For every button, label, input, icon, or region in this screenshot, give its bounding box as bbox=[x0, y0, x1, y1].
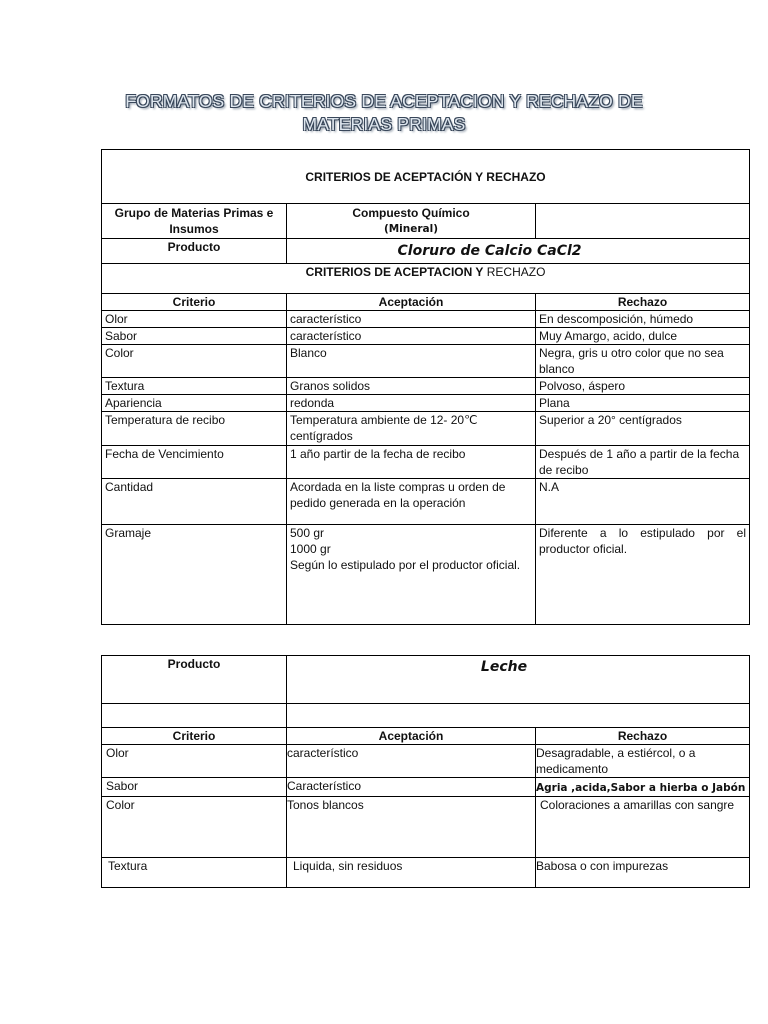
aceptacion-cell: característico bbox=[287, 311, 536, 328]
rechazo-cell: Diferente a lo estipulado por el productor oficial. bbox=[536, 525, 750, 625]
table-row bbox=[102, 778, 750, 797]
sub-header bbox=[102, 264, 750, 294]
rechazo-cell: N.A bbox=[536, 479, 750, 525]
table-row bbox=[102, 479, 750, 525]
rechazo-cell: Babosa o con impurezas bbox=[536, 858, 750, 888]
column-header-criterio: Criterio bbox=[102, 294, 287, 311]
rechazo-cell: En descomposición, húmedo bbox=[536, 311, 750, 328]
group-label-text: Grupo de Materias Primas e Insumos bbox=[114, 206, 274, 236]
table-row bbox=[102, 412, 750, 446]
aceptacion-cell: Liquida, sin residuos bbox=[287, 858, 536, 888]
table-header: CRITERIOS DE ACEPTACIÓN Y RECHAZO bbox=[102, 150, 750, 204]
aceptacion-cell: Característico bbox=[287, 778, 536, 797]
aceptacion-cell: redonda bbox=[287, 395, 536, 412]
criterio-cell: Temperatura de recibo bbox=[102, 412, 287, 446]
sub-header-bold: CRITERIOS DE ACEPTACION Y bbox=[305, 265, 484, 279]
rechazo-cell: Coloraciones a amarillas con sangre bbox=[536, 797, 750, 858]
aceptacion-cell bbox=[287, 525, 536, 625]
group-label bbox=[102, 204, 287, 239]
empty-cell bbox=[536, 204, 750, 239]
criterio-cell: Sabor bbox=[102, 328, 287, 345]
table-row bbox=[102, 446, 750, 479]
table-row bbox=[102, 311, 750, 328]
column-header-aceptacion: Aceptación bbox=[287, 728, 536, 745]
table-row bbox=[102, 328, 750, 345]
criterio-cell: Olor bbox=[102, 311, 287, 328]
criterio-cell: Sabor bbox=[102, 778, 287, 797]
table-row bbox=[102, 345, 750, 378]
gramaje-option: 1000 gr bbox=[290, 542, 331, 556]
criterio-cell: Color bbox=[102, 797, 287, 858]
criterio-cell: Cantidad bbox=[102, 479, 287, 525]
rechazo-cell: Negra, gris u otro color que no sea blanco bbox=[536, 345, 750, 378]
gramaje-option: 500 gr bbox=[290, 526, 325, 540]
table-row bbox=[102, 745, 750, 778]
column-header-aceptacion: Aceptación bbox=[287, 294, 536, 311]
title-line-2: MATERIAS PRIMAS bbox=[302, 114, 466, 134]
document-title bbox=[0, 90, 768, 136]
table-row bbox=[102, 797, 750, 858]
rechazo-cell: Después de 1 año a partir de la fecha de recibo bbox=[536, 446, 750, 479]
empty-cell bbox=[102, 704, 287, 728]
criterio-cell: Textura bbox=[102, 378, 287, 395]
criterio-cell: Apariencia bbox=[102, 395, 287, 412]
rechazo-cell: Agria ,acida,Sabor a hierba o Jabón bbox=[536, 778, 750, 797]
aceptacion-cell: Blanco bbox=[287, 345, 536, 378]
table-row-gramaje bbox=[102, 525, 750, 625]
rechazo-cell: Plana bbox=[536, 395, 750, 412]
aceptacion-cell: característico bbox=[287, 745, 536, 778]
column-header-criterio: Criterio bbox=[102, 728, 287, 745]
aceptacion-cell: Tonos blancos bbox=[287, 797, 536, 858]
table-row bbox=[102, 395, 750, 412]
empty-cell bbox=[287, 704, 750, 728]
aceptacion-cell: Temperatura ambiente de 12- 20℃ centígrados bbox=[287, 412, 536, 446]
criteria-table-calcium-chloride bbox=[101, 149, 750, 625]
criterio-cell: Gramaje bbox=[102, 525, 287, 625]
compound-cell bbox=[287, 204, 536, 239]
table-row bbox=[102, 858, 750, 888]
aceptacion-cell: Acordada en la liste compras u orden de pedido generada en la operación bbox=[287, 479, 536, 525]
product-label: Producto bbox=[102, 656, 287, 704]
criterio-cell: Color bbox=[102, 345, 287, 378]
compound-sub: (Mineral) bbox=[383, 223, 439, 235]
aceptacion-cell: Granos solidos bbox=[287, 378, 536, 395]
aceptacion-cell: 1 año partir de la fecha de recibo bbox=[287, 446, 536, 479]
rechazo-cell: Superior a 20° centígrados bbox=[536, 412, 750, 446]
column-header-rechazo: Rechazo bbox=[536, 728, 750, 745]
compound-label: Compuesto Químico bbox=[352, 206, 470, 220]
table-row bbox=[102, 378, 750, 395]
gramaje-option: Según lo estipulado por el productor oficial. bbox=[290, 558, 521, 572]
criterio-cell: Olor bbox=[102, 745, 287, 778]
criterio-cell: Textura bbox=[102, 858, 287, 888]
product-value: Leche bbox=[287, 656, 750, 704]
rechazo-cell: Polvoso, áspero bbox=[536, 378, 750, 395]
rechazo-cell: Muy Amargo, acido, dulce bbox=[536, 328, 750, 345]
product-value: Cloruro de Calcio CaCl2 bbox=[287, 239, 750, 264]
aceptacion-cell: característico bbox=[287, 328, 536, 345]
column-header-rechazo: Rechazo bbox=[536, 294, 750, 311]
product-label: Producto bbox=[102, 239, 287, 264]
criterio-cell: Fecha de Vencimiento bbox=[102, 446, 287, 479]
sub-header-normal: RECHAZO bbox=[486, 265, 546, 279]
rechazo-cell: Desagradable, a estiércol, o a medicamento bbox=[536, 745, 750, 778]
criteria-table-milk bbox=[101, 655, 750, 888]
title-line-1: FORMATOS DE CRITERIOS DE ACEPTACION Y RECHAZO DE bbox=[125, 91, 643, 111]
